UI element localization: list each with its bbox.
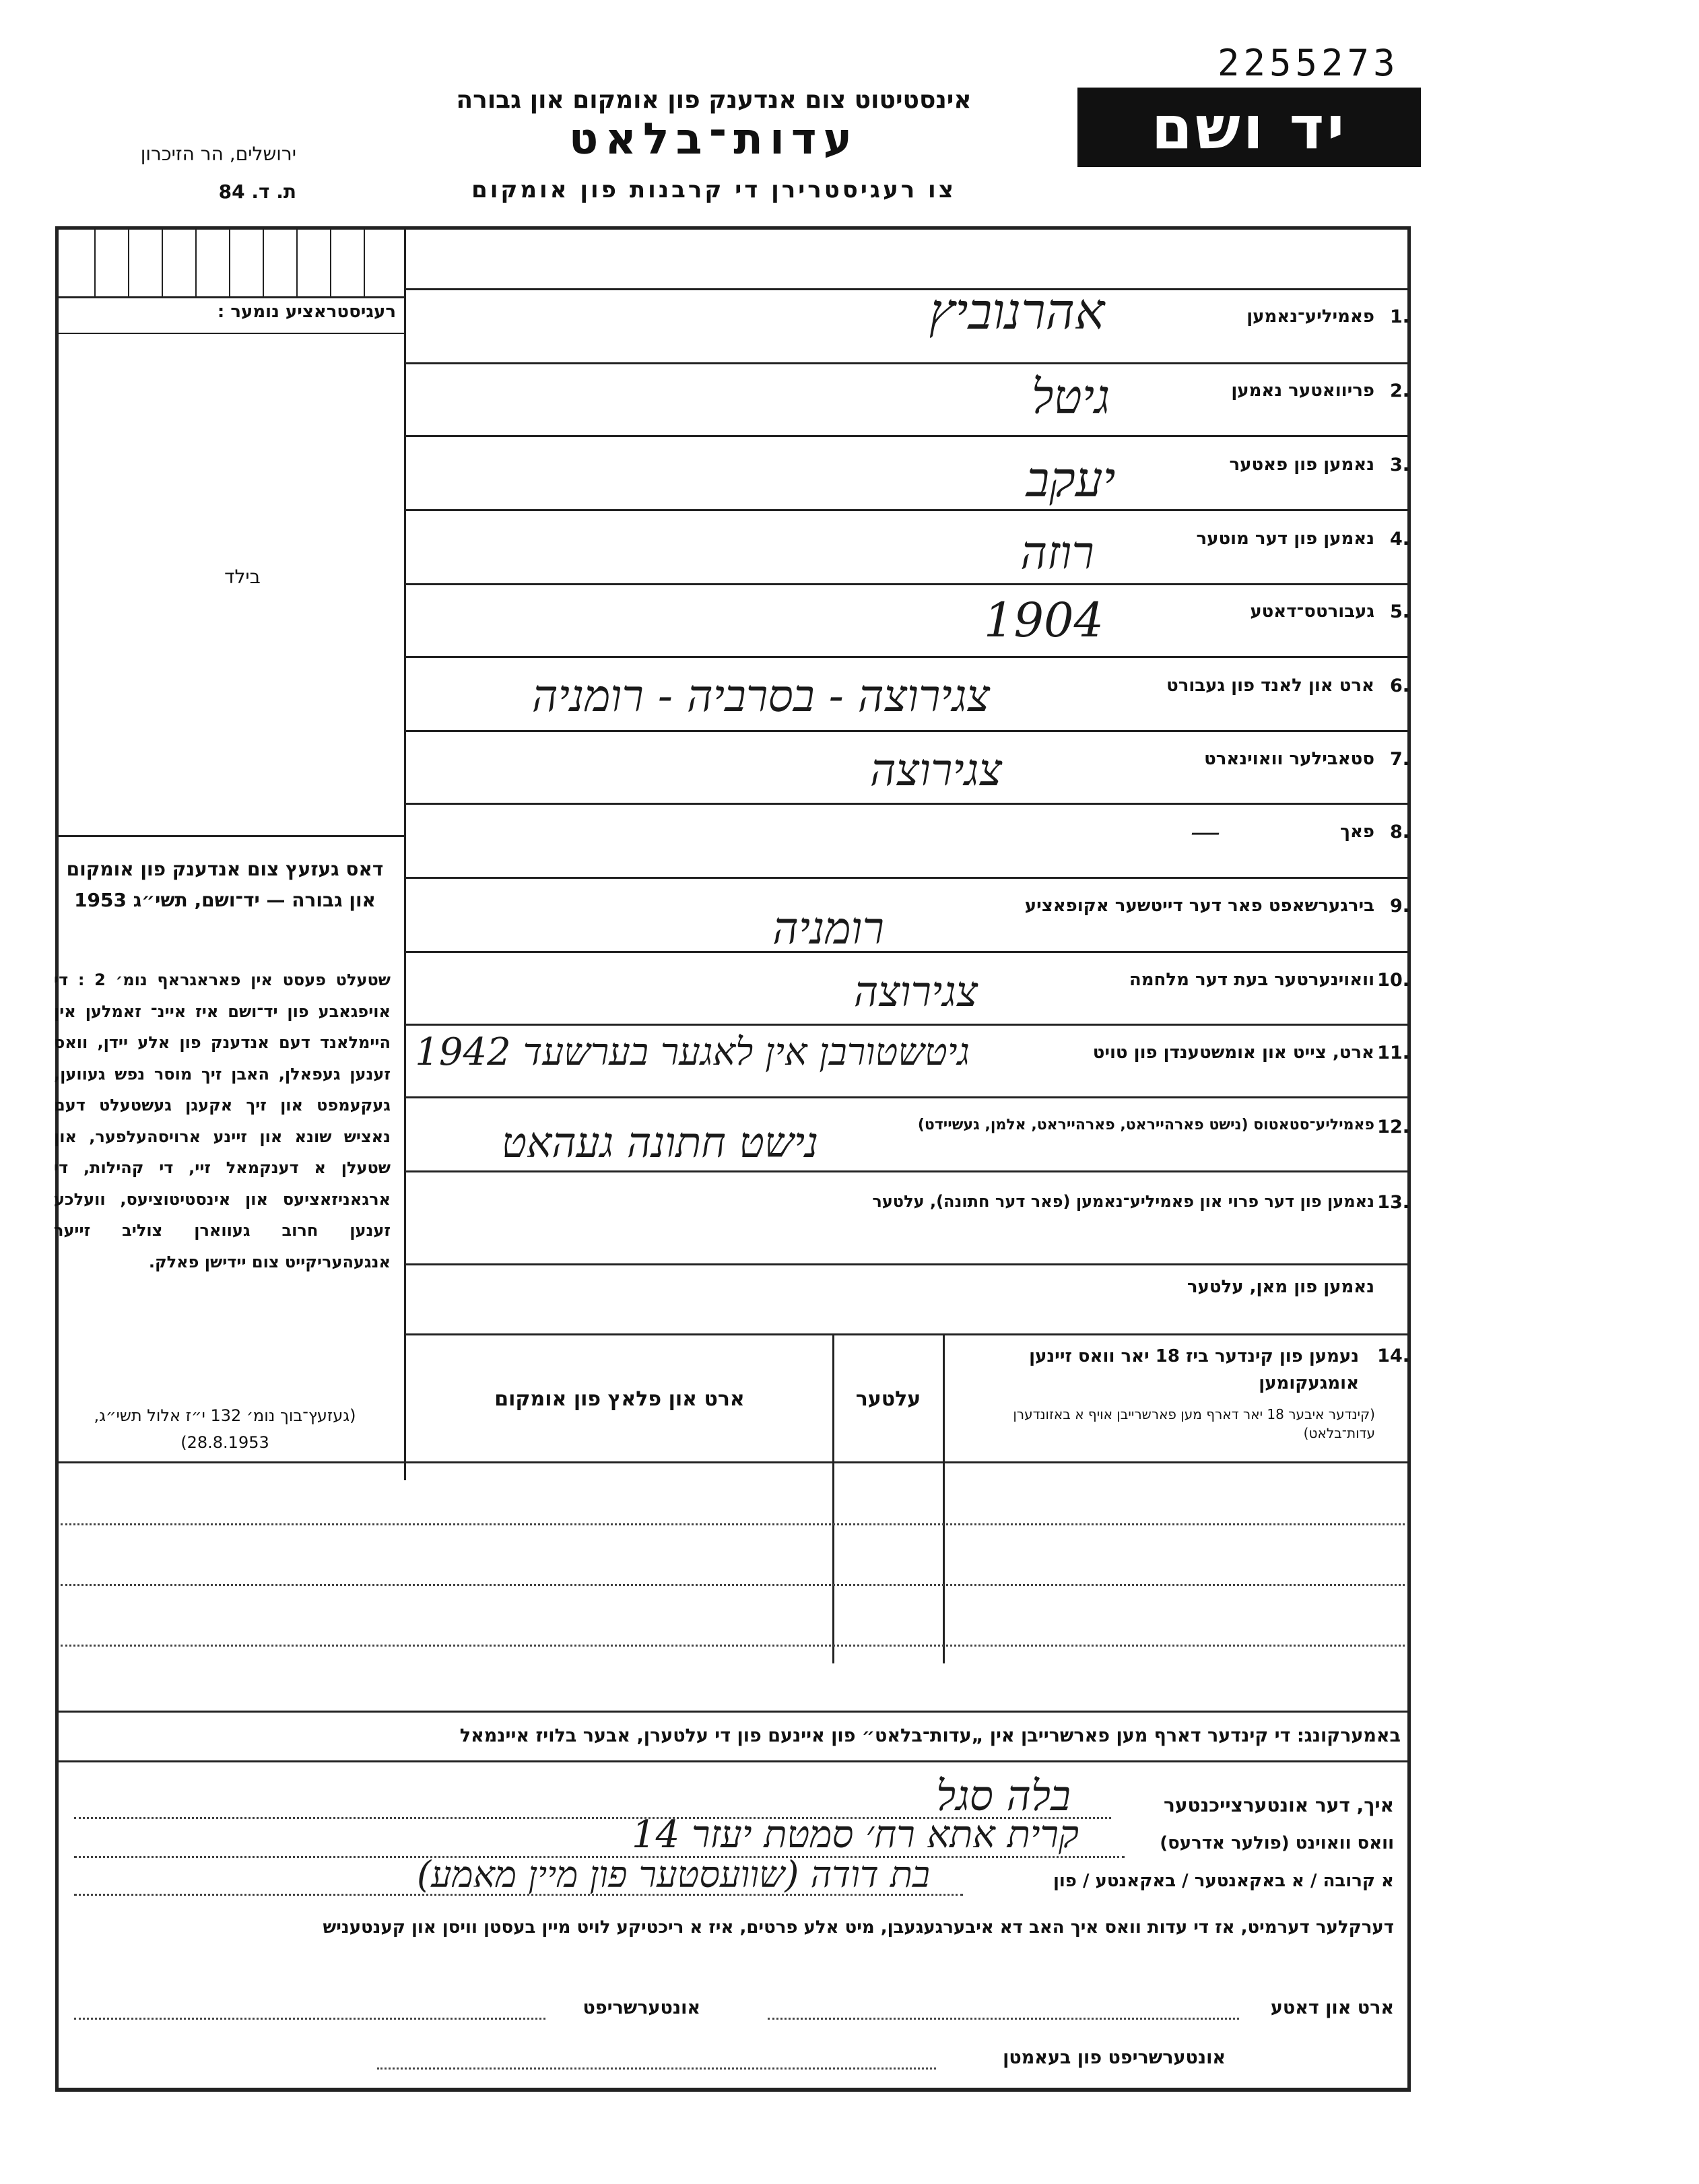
- field-number: 10.: [1377, 970, 1409, 991]
- note-row-bottom: [57, 1760, 1409, 1762]
- reg-box-divider: [364, 229, 365, 296]
- frame-top: [55, 226, 1410, 230]
- field-label-family-name: פאמיליע־נאמען: [1246, 306, 1374, 327]
- reg-box-divider: [330, 229, 331, 296]
- row-separator: [405, 1333, 1409, 1335]
- place-date-label: ארט און דאטע: [1270, 1997, 1394, 2018]
- row-separator: [405, 1170, 1409, 1172]
- table-row[interactable]: [61, 1645, 1405, 1647]
- field-label-birth-date: געבורטס־דאטע: [1250, 601, 1374, 622]
- field-label-husband-name: נאמען פון מאן, עלטער: [1187, 1277, 1374, 1297]
- frame-right: [1407, 226, 1411, 2092]
- field-value-citizenship[interactable]: רומניה: [772, 902, 884, 954]
- reg-box-divider: [128, 229, 129, 296]
- field-label-birth-place: ארט און לאנד פון געבורט: [1166, 675, 1374, 696]
- field-label-father-name: נאמען פון פאטער: [1229, 455, 1374, 475]
- field-value-residence[interactable]: צגירוצה: [869, 744, 1003, 796]
- signature-label: אונטערשריפט: [582, 1997, 700, 2018]
- field-number: 7.: [1389, 749, 1409, 770]
- field-value-birth-date[interactable]: 1904: [983, 593, 1104, 648]
- column-header-age: עלטער: [855, 1387, 921, 1411]
- official-signature-line[interactable]: [377, 2067, 936, 2070]
- registration-label: רעגיסטראציע נומער :: [217, 302, 396, 322]
- law-title: דאס געזעץ צום אנדענק פון אומקום און גבורה — יד־ושם, תשי״ג 1953: [66, 858, 384, 911]
- table-row[interactable]: [61, 1584, 1405, 1586]
- field-label-wife-name: נאמען פון דער פרוי און פאמיליע־נאמען (פאר דער חתונה), עלטער: [872, 1192, 1374, 1211]
- row-separator: [405, 877, 1409, 879]
- field-label-death-circumstances: ארט, צייט און אומשטענדן פון טויט: [1092, 1043, 1374, 1063]
- row-separator: [405, 803, 1409, 805]
- reg-box-divider: [229, 229, 230, 296]
- signer-name-value[interactable]: בלה סגל: [936, 1771, 1071, 1820]
- signer-relation-value[interactable]: בת דודה (שוועסטער פון מיין מאמע): [417, 1853, 930, 1896]
- signer-relation-label: א קרובה / א באקאנטער / באקאנטע / פון: [1053, 1871, 1394, 1891]
- field-number: 3.: [1389, 455, 1409, 475]
- field-label-family-status: פאמיליע־סטאטוס (נישט פארהייראט, פארהייראט, אלמן, געשיידט): [917, 1117, 1374, 1133]
- field-value-family-name[interactable]: אהרנוביץ: [929, 283, 1105, 341]
- official-signature-label: אונטערשריפט פון בעאמטן: [1003, 2047, 1226, 2068]
- row-separator: [405, 1263, 1409, 1265]
- signer-address-label: וואס וואוינט (פולער אדרעס): [1160, 1833, 1394, 1853]
- row-separator: [405, 1024, 1409, 1026]
- signer-name-label: איך, דער אונטערצייכנטער: [1164, 1794, 1394, 1816]
- reg-box-divider: [263, 229, 264, 296]
- row-separator: [405, 583, 1409, 585]
- place-date-line[interactable]: [768, 2018, 1239, 2020]
- row-separator: [405, 509, 1409, 511]
- logo-text: יד ושם: [1151, 92, 1347, 162]
- yad-vashem-logo: [1077, 88, 1421, 167]
- field-number: 14.: [1377, 1346, 1409, 1366]
- field-number: 1.: [1389, 306, 1409, 327]
- field-value-first-name[interactable]: גיטל: [1031, 369, 1110, 424]
- field-number: 2.: [1389, 380, 1409, 401]
- field-label-residence: סטאבילער וואוינארט: [1204, 749, 1374, 769]
- address-location: ירושלים, הר הזיכרון: [140, 143, 296, 165]
- field-value-death-circumstances[interactable]: גיטשטורבן אין לאגער בערשעד 1942: [415, 1030, 970, 1074]
- field-number: 11.: [1377, 1043, 1409, 1063]
- field-value-mother-name[interactable]: רוזה: [1020, 527, 1094, 580]
- field-number: 6.: [1389, 675, 1409, 696]
- row-separator: [405, 435, 1409, 437]
- document-subtitle: צו רעגיסטרירן די קרבנות פון אומקום: [471, 176, 956, 203]
- declaration-text: דערקלער דערמיט, אז די עדות וואס איך האב דא איבערגעגעבן, מיט אלע פרטים, איז א ריכטיקע לויט מיין בעסטן וויסן און קענטעניש: [323, 1917, 1394, 1938]
- reg-box-divider: [296, 229, 298, 296]
- photo-box-bottom: [57, 835, 405, 837]
- note-text: באמערקונג: די קינדער דארף מען פארשרייבן אין „עדות־בלאט״ פון איינעם פון די עלטערן, אבער בלויז איינמאל: [459, 1725, 1401, 1746]
- reg-box-bottom: [57, 296, 405, 298]
- reg-label-underline: [57, 333, 405, 334]
- field-label-profession: פאך: [1339, 822, 1374, 842]
- signature-line[interactable]: [74, 2018, 545, 2020]
- row-separator: [405, 1096, 1409, 1098]
- row-separator: [405, 730, 1409, 732]
- field-value-profession[interactable]: —: [1191, 815, 1220, 849]
- field-value-birth-place[interactable]: צגירוצה - בסרביה - רומניה: [531, 670, 991, 722]
- table-col-divider: [832, 1333, 834, 1663]
- reg-box-divider: [162, 229, 163, 296]
- column-header-place: ארט און פלאץ פון אומקום: [494, 1387, 745, 1411]
- field-value-wartime-residence[interactable]: צגירוצה: [853, 967, 978, 1016]
- row-separator: [405, 656, 1409, 658]
- field-value-family-status[interactable]: נישט חתונה געהאט: [501, 1118, 819, 1167]
- frame-bottom: [55, 2088, 1410, 2092]
- table-header-bottom: [57, 1461, 1409, 1463]
- field-number: 8.: [1389, 822, 1409, 842]
- photo-placeholder-label: בילד: [224, 566, 261, 588]
- po-box: ת. ד. 84: [218, 180, 296, 203]
- law-body: שטעלט פעסט אין פאראגראף נומ׳ 2 : די אויפגאבע פון יד־ושם איז איינ־ זאמלען אין היימלאנד דעם אנדענק פון אלע יידן, וואס זענען געפאלן, האבן זיך מוסר נפש געווען, געקעמפט און זיך אקעגן געשטעלט דעם נאציש שונא און זיינע ארויסהעלפער, און שטעלן א דענקמאל זיי, די קהילות, די ארגאניזאציעס און אינסטיטוציעס, וועלכע זענען חרוב געווארן צוליב זייער אנגעהעריקייט צום יידישן פאלק.: [54, 970, 391, 1271]
- table-col-divider: [943, 1333, 945, 1663]
- institute-name: אינסטיטוט צום אנדענק פון אומקום און גבורה: [456, 86, 972, 114]
- field-number: 5.: [1389, 601, 1409, 622]
- table-bottom: [57, 1711, 1409, 1713]
- sidebar-divider: [404, 228, 406, 1480]
- children-table-note: (קינדער איבער 18 יאר דארף מען פארשרייבן אויף א באזונדערן עדות־בלאט): [1013, 1406, 1375, 1441]
- field-value-father-name[interactable]: יעקב: [1026, 451, 1116, 508]
- field-label-citizenship: בירגערשאפט פאר דער דייטשער אקופאציע: [1024, 896, 1374, 916]
- children-table-header: נעמען פון קינדער ביז 18 יאר וואס זיינען אומגעקומען: [1029, 1346, 1359, 1393]
- field-label-mother-name: נאמען פון דער מוטער: [1196, 529, 1374, 549]
- signer-address-value[interactable]: קרית אתא רח׳ סמטת יעזר 14: [631, 1813, 1079, 1857]
- field-number: 9.: [1389, 896, 1409, 917]
- field-number: 12.: [1377, 1117, 1409, 1137]
- field-number: 4.: [1389, 529, 1409, 550]
- field-label-first-name: פריוואטער נאמען: [1231, 380, 1374, 401]
- document-number: 2255273: [1218, 42, 1399, 84]
- table-row[interactable]: [61, 1523, 1405, 1525]
- field-number: 13.: [1377, 1192, 1409, 1213]
- reg-box-divider: [195, 229, 197, 296]
- field-label-wartime-residence: וואוינערטער בעת דער מלחמה: [1129, 970, 1374, 990]
- law-citation: (געזעץ־בוך נומ׳ 132 י״ז אלול תשי״ג, 28.8.1953): [94, 1406, 356, 1452]
- document-title: עדות־בלאט: [568, 114, 859, 164]
- reg-box-divider: [94, 229, 96, 296]
- row-separator: [405, 362, 1409, 364]
